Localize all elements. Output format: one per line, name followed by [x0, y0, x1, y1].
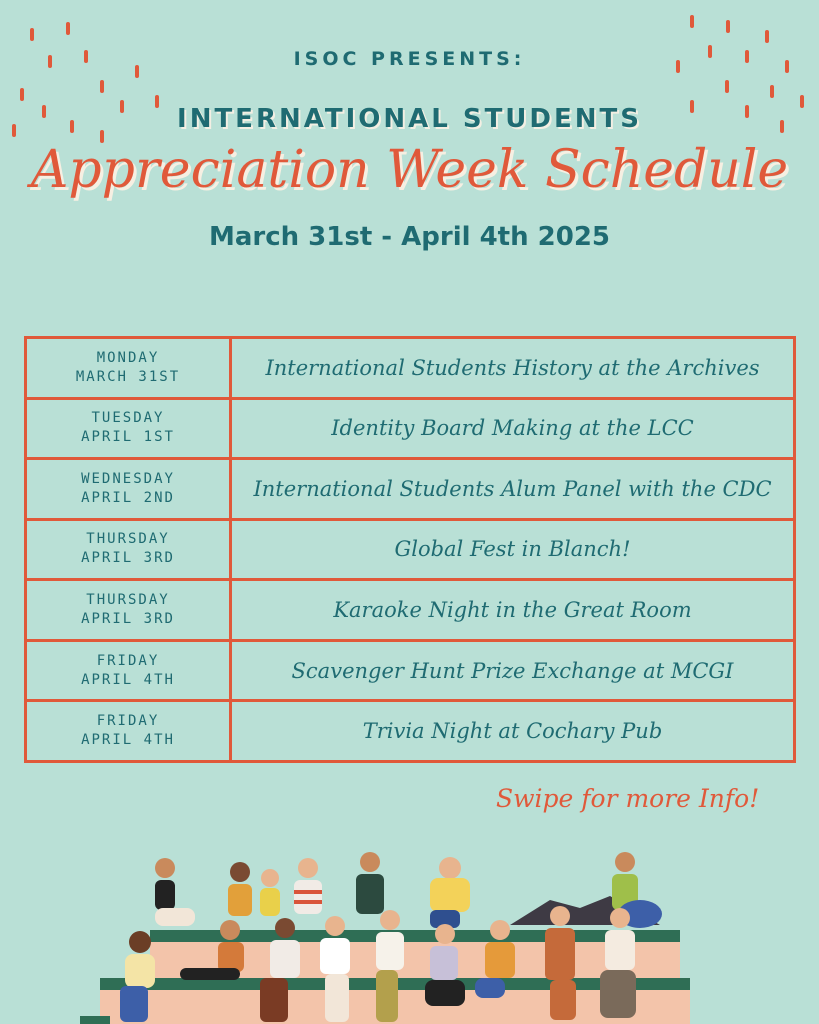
day-date: APRIL 2ND: [81, 489, 175, 506]
day-cell: [26, 338, 231, 399]
schedule-table: [24, 336, 796, 763]
day-name: TUESDAY: [91, 410, 165, 427]
table-row: [26, 519, 795, 580]
day-date: APRIL 1ST: [81, 429, 175, 446]
swipe-prompt: Swipe for more Info!: [496, 784, 760, 813]
day-name: THURSDAY: [86, 592, 170, 609]
students-illustration: [80, 830, 690, 1024]
title-line-2: Appreciation Week Schedule: [30, 140, 789, 200]
day-name: FRIDAY: [96, 713, 160, 730]
event-cell: International Students Alum Panel with the CDC: [231, 459, 795, 520]
table-row: [26, 338, 795, 399]
day-cell: [26, 580, 231, 641]
day-name: WEDNESDAY: [81, 470, 175, 487]
table-row: [26, 580, 795, 641]
event-cell: Karaoke Night in the Great Room: [231, 580, 795, 641]
day-name: THURSDAY: [86, 531, 170, 548]
day-name: MONDAY: [96, 349, 160, 366]
presenter-text: ISOC PRESENTS:: [293, 48, 526, 70]
table-row: [26, 640, 795, 701]
day-cell: [26, 701, 231, 762]
day-date: APRIL 4TH: [81, 671, 175, 688]
day-date: APRIL 3RD: [81, 550, 175, 567]
day-date: APRIL 4TH: [81, 732, 175, 749]
event-cell: Identity Board Making at the LCC: [231, 398, 795, 459]
day-date: APRIL 3RD: [81, 611, 175, 628]
table-row: [26, 398, 795, 459]
table-row: [26, 459, 795, 520]
title-line-1: INTERNATIONAL STUDENTS: [177, 104, 642, 134]
event-cell: Global Fest in Blanch!: [231, 519, 795, 580]
date-range: March 31st - April 4th 2025: [208, 222, 611, 252]
event-cell: International Students History at the Archives: [231, 338, 795, 399]
event-cell: Scavenger Hunt Prize Exchange at MCGI: [231, 640, 795, 701]
day-cell: [26, 640, 231, 701]
event-cell: Trivia Night at Cochary Pub: [231, 701, 795, 762]
day-date: MARCH 31ST: [75, 368, 181, 385]
day-name: FRIDAY: [96, 652, 160, 669]
day-cell: [26, 459, 231, 520]
day-cell: [26, 519, 231, 580]
table-row: [26, 701, 795, 762]
day-cell: [26, 398, 231, 459]
